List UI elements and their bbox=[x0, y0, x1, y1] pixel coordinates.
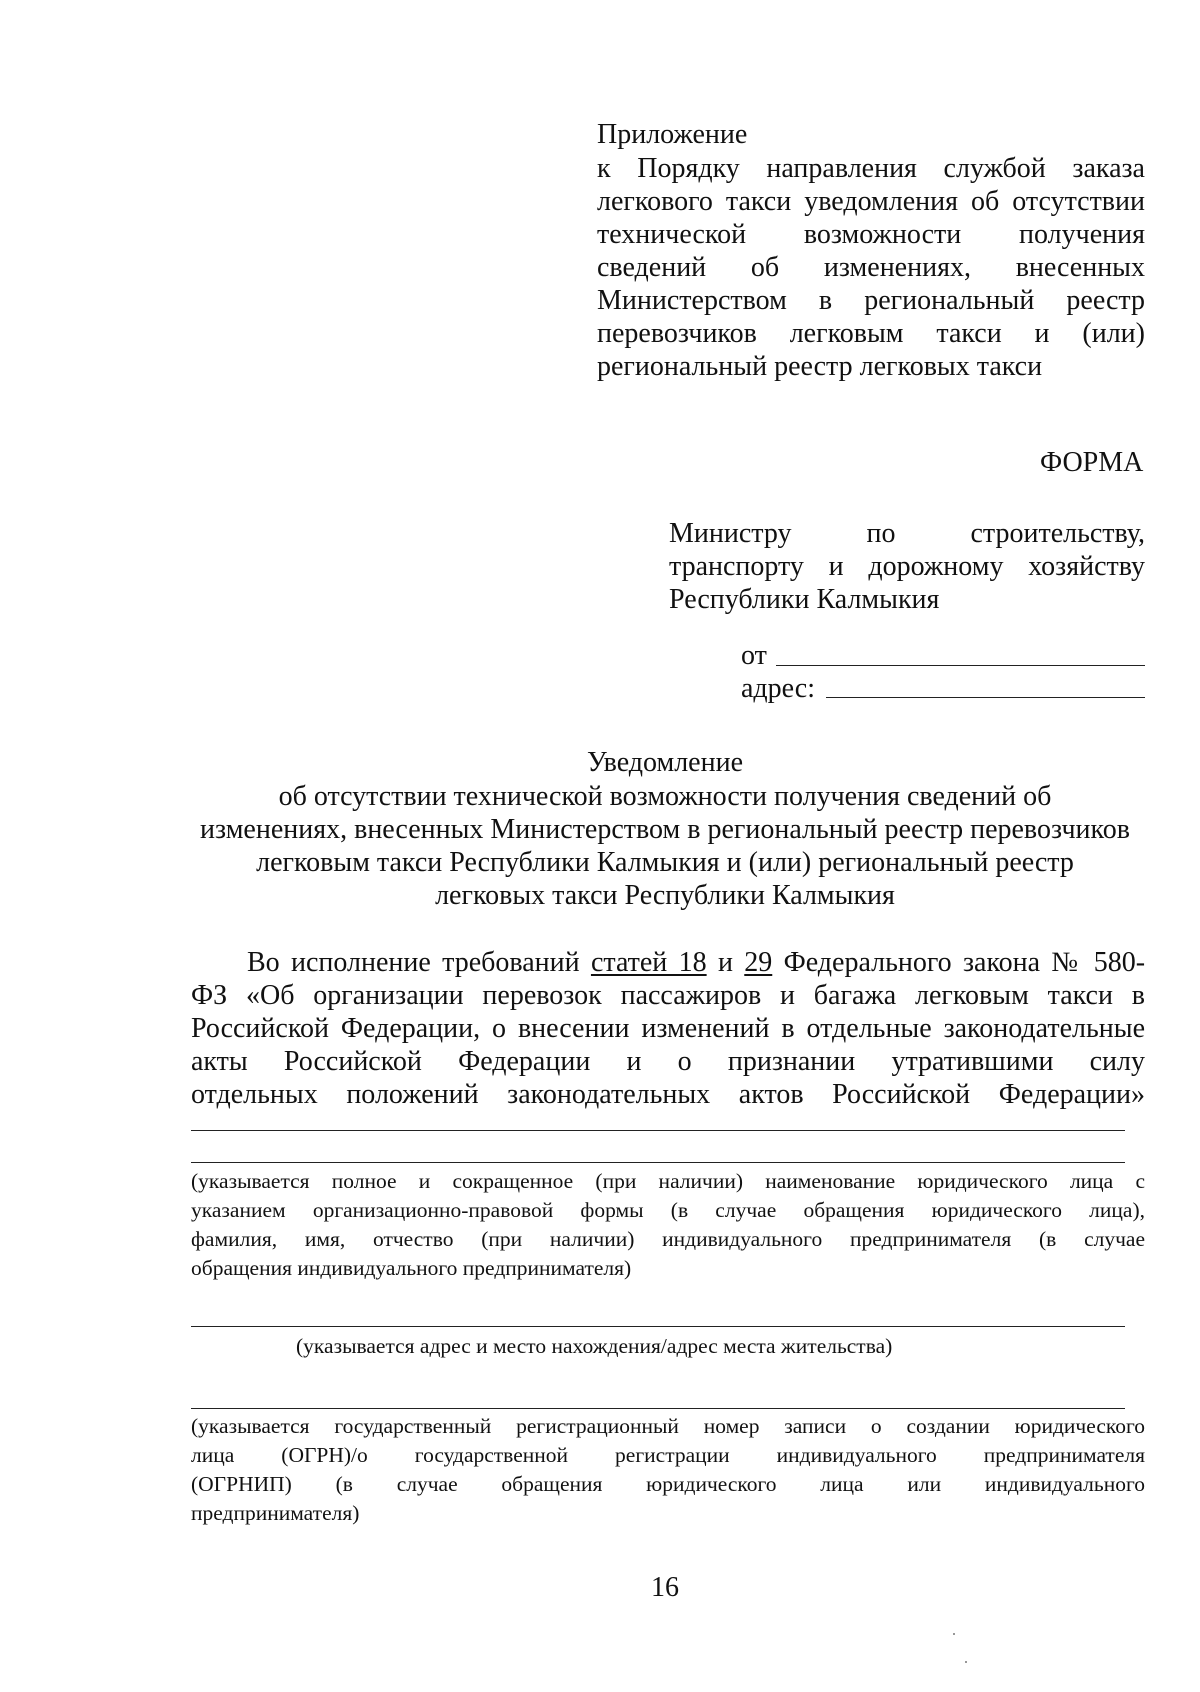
registration-hint-line: (ОГРНИП) (в случае обращения юридического лица или индивидуального bbox=[191, 1472, 1145, 1496]
address-hint: (указывается адрес и место нахождения/адрес места жительства) bbox=[296, 1334, 893, 1358]
entity-hint-line: (указывается полное и сокращенное (при наличии) наименование юридического лица с bbox=[191, 1169, 1145, 1193]
registration-field-line[interactable] bbox=[191, 1408, 1125, 1409]
addressee-line: транспорту и дорожному хозяйству bbox=[669, 551, 1145, 582]
appendix-line: легкового такси уведомления об отсутствии bbox=[597, 186, 1145, 217]
address-full-field-line[interactable] bbox=[191, 1326, 1125, 1327]
notice-line: об отсутствии технической возможности получения сведений об bbox=[278, 781, 1052, 812]
body-text: Во исполнение требований bbox=[247, 947, 580, 978]
entity-hint-line: фамилия, имя, отчество (при наличии) индивидуального предпринимателя (в случае bbox=[191, 1227, 1145, 1251]
notice-line: легковых такси Республики Калмыкия bbox=[435, 880, 895, 911]
registration-hint-line: предпринимателя) bbox=[191, 1501, 360, 1525]
body-line: Российской Федерации, о внесении изменений в отдельные законодательные bbox=[191, 1013, 1145, 1044]
page-number: 16 bbox=[651, 1572, 679, 1603]
notice-line: изменениях, внесенных Министерством в региональный реестр перевозчиков bbox=[200, 814, 1130, 845]
address-field-line[interactable] bbox=[826, 697, 1145, 698]
appendix-line: сведений об изменениях, внесенных bbox=[597, 252, 1145, 283]
article-18-link[interactable]: статей 18 bbox=[590, 947, 707, 978]
appendix-title: Приложение bbox=[597, 119, 748, 150]
appendix-line: региональный реестр легковых такси bbox=[597, 351, 1043, 382]
article-29-link[interactable]: 29 bbox=[744, 947, 773, 978]
registration-hint-line: лица (ОГРН)/о государственной регистрации индивидуального предпринимателя bbox=[191, 1443, 1145, 1467]
scan-speck bbox=[965, 1661, 967, 1663]
notice-line: легковым такси Республики Калмыкия и (или) региональный реестр bbox=[256, 847, 1074, 878]
registration-hint-line: (указывается государственный регистрационный номер записи о создании юридического bbox=[191, 1414, 1145, 1438]
appendix-line: к Порядку направления службой заказа bbox=[597, 153, 1145, 184]
scan-speck bbox=[953, 1633, 955, 1635]
body-line: ФЗ «Об организации перевозок пассажиров и багажа легковым такси в bbox=[191, 980, 1145, 1011]
addressee-line: Республики Калмыкия bbox=[669, 584, 940, 615]
addressee-line: Министру по строительству, bbox=[669, 518, 1145, 549]
body-line: отдельных положений законодательных актов Российской Федерации» bbox=[191, 1079, 1145, 1110]
from-field-line[interactable] bbox=[776, 665, 1145, 666]
appendix-line: технической возможности получения bbox=[597, 219, 1145, 250]
notice-title: Уведомление bbox=[586, 747, 743, 778]
form-label: ФОРМА bbox=[1040, 447, 1144, 478]
body-text: и bbox=[717, 947, 733, 978]
from-label: от bbox=[741, 640, 767, 671]
entity-field-line[interactable] bbox=[191, 1130, 1125, 1131]
body-text: Федерального закона № 580- bbox=[783, 947, 1146, 978]
entity-hint-line: обращения индивидуального предпринимателя) bbox=[191, 1256, 632, 1280]
appendix-line: перевозчиков легковым такси и (или) bbox=[597, 318, 1145, 349]
entity-hint-line: указанием организационно-правовой формы (в случае обращения юридического лица), bbox=[191, 1198, 1145, 1222]
body-line-1 bbox=[247, 947, 1145, 979]
body-line: акты Российской Федерации и о признании утратившими силу bbox=[191, 1046, 1145, 1077]
address-label: адрес: bbox=[741, 673, 816, 704]
appendix-line: Министерством в региональный реестр bbox=[597, 285, 1145, 316]
entity-field-line[interactable] bbox=[191, 1162, 1125, 1163]
